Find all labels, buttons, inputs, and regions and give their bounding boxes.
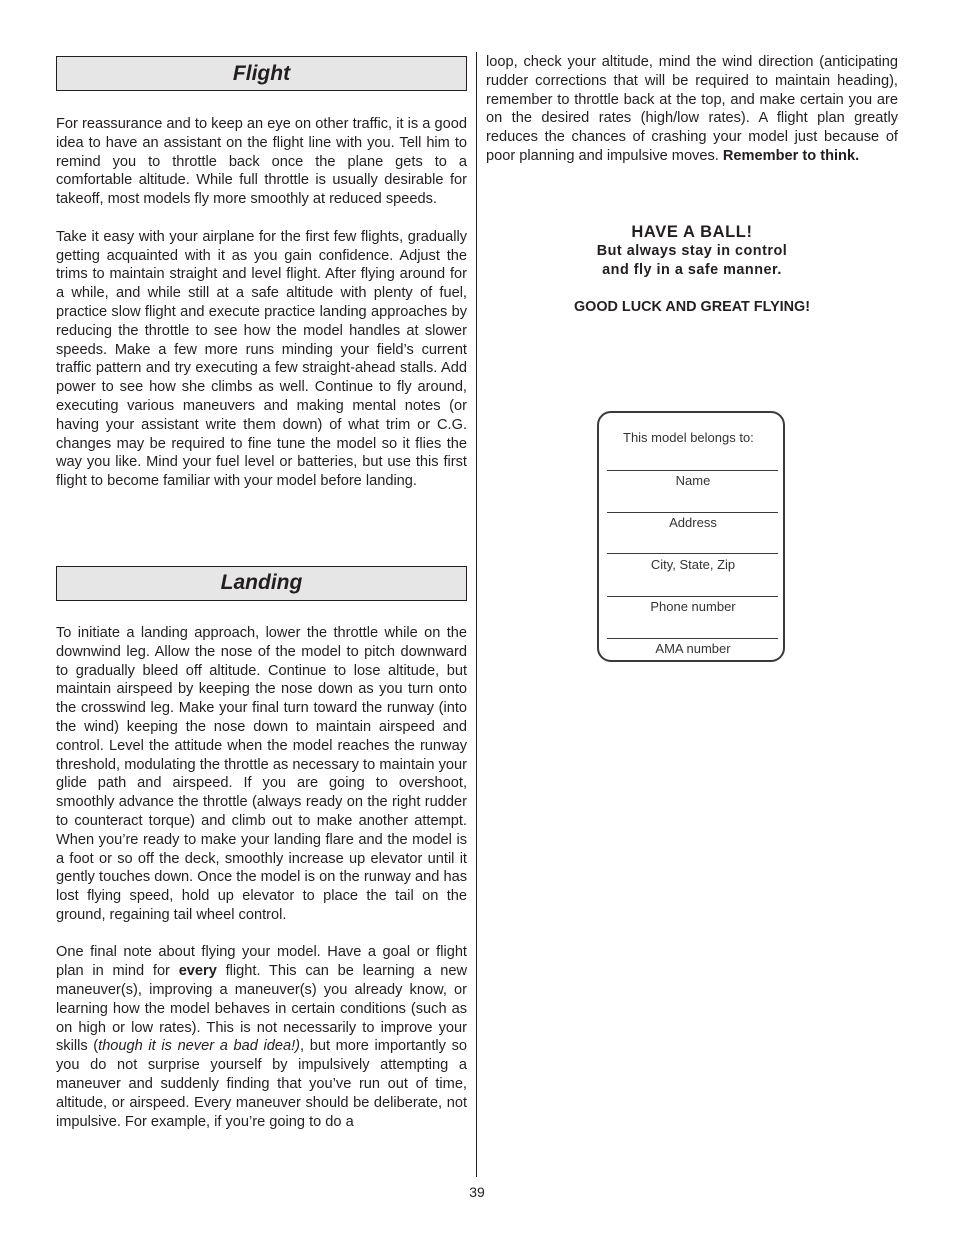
page-number: 39	[469, 1184, 485, 1200]
closing-line-1: But always stay in control	[596, 242, 788, 259]
landing-heading: Landing	[220, 571, 303, 595]
tag-phone-label: Phone number	[650, 599, 736, 614]
flight-heading-box	[56, 56, 467, 91]
good-luck-line: GOOD LUCK AND GREAT FLYING!	[573, 298, 811, 315]
flight-heading: Flight	[232, 61, 291, 85]
tag-city-line	[607, 553, 778, 554]
tag-city-label: City, State, Zip	[650, 557, 736, 572]
tag-name-label: Name	[675, 473, 711, 488]
tag-title: This model belongs to:	[623, 430, 754, 445]
tag-address-line	[607, 512, 778, 513]
tag-ama-line	[607, 638, 778, 639]
continued-paragraph: loop, check your altitude, mind the wind direction (anticipating rudder corrections that will be required to maintain heading), remember to throttle back at the top, and make certain you are on the desired rates (high/low rates). A flight plan greatly reduces the chances of crashing your model just because of poor planning and impulsive moves. Remember to think.	[486, 54, 898, 164]
ownership-tag	[597, 411, 785, 662]
column-divider	[476, 52, 477, 1177]
landing-heading-box	[56, 566, 467, 601]
left-column	[56, 56, 467, 1131]
landing-paragraph-1: To initiate a landing approach, lower the throttle while on the downwind leg. Allow the nose of the model to pitch downward to gradually bleed off altitude. Continue to lose altitude, but maintain airspeed by keeping the nose down as you turn onto the crosswind leg. Make your final turn toward the runway (into the wind) keeping the nose down to maintain airspeed and control. Level the attitude when the model reaches the runway threshold, modulating the throttle as necessary to maintain your glide path and airspeed. If you are going to overshoot, smoothly advance the throttle (always ready on the right rudder to counteract torque) and climb out to make another attempt. When you’re ready to make your landing flare and the model is a foot or so off the deck, smoothly increase up elevator until it gently touches down. Once the model is on the runway and has lost flying speed, hold up elevator to place the tail on the ground, regaining tail wheel control.	[56, 624, 467, 923]
tag-phone-line	[607, 596, 778, 597]
tag-name-line	[607, 470, 778, 471]
closing-line-2: and fly in a safe manner.	[602, 261, 782, 278]
right-column	[486, 53, 898, 315]
emphasis-every: every	[178, 963, 217, 980]
flight-paragraph-2: Take it easy with your airplane for the first few flights, gradually getting acquainted with it as you gain confidence. Adjust the trims to maintain straight and level flight. After flying around for a while, and while still at a safe altitude with plenty of fuel, practice slow flight and execute practice landing approaches by reducing the throttle to see how the model handles at slower speeds. Make a few more runs minding your field’s current traffic pattern and try executing a few straight-ahead stalls. Add power to see how she climbs as well. Continue to fly around, executing various maneuvers and making mental notes (or having your assistant write them down) of what trim or C.G. changes may be required to fine tune the model so it flies the way you like. Mind your fuel level or batteries, but use this first flight to become familiar with your model before landing.	[56, 228, 467, 490]
landing-paragraph-2: One final note about flying your model. Have a goal or flight plan in mind for every flight. This can be learning a new maneuver(s), improving a maneuver(s) you already know, or learning how the model behaves in certain conditions (such as on high or low rates). This is not necessarily to improve your skills (though it is never a bad idea!), but more importantly so you do not surprise yourself by impulsively attempting a maneuver and suddenly finding that you’ve run out of time, altitude, or airspeed. Every maneuver should be deliberate, not impulsive. For example, if you’re going to do a	[56, 944, 467, 1130]
have-a-ball-title: HAVE A BALL!	[631, 222, 753, 241]
aside-italic: though it is never a bad idea!)	[98, 1038, 300, 1055]
tag-ama-label: AMA number	[655, 641, 731, 656]
remember-to-think: Remember to think.	[722, 147, 860, 164]
tag-address-label: Address	[669, 515, 717, 530]
flight-paragraph-1: For reassurance and to keep an eye on other traffic, it is a good idea to have an assistant on the flight line with you. Tell him to remind you to throttle back once the plane gets to a comfortable altitude. While full throttle is usually desirable for takeoff, most models fly more smoothly at reduced speeds.	[56, 116, 467, 208]
